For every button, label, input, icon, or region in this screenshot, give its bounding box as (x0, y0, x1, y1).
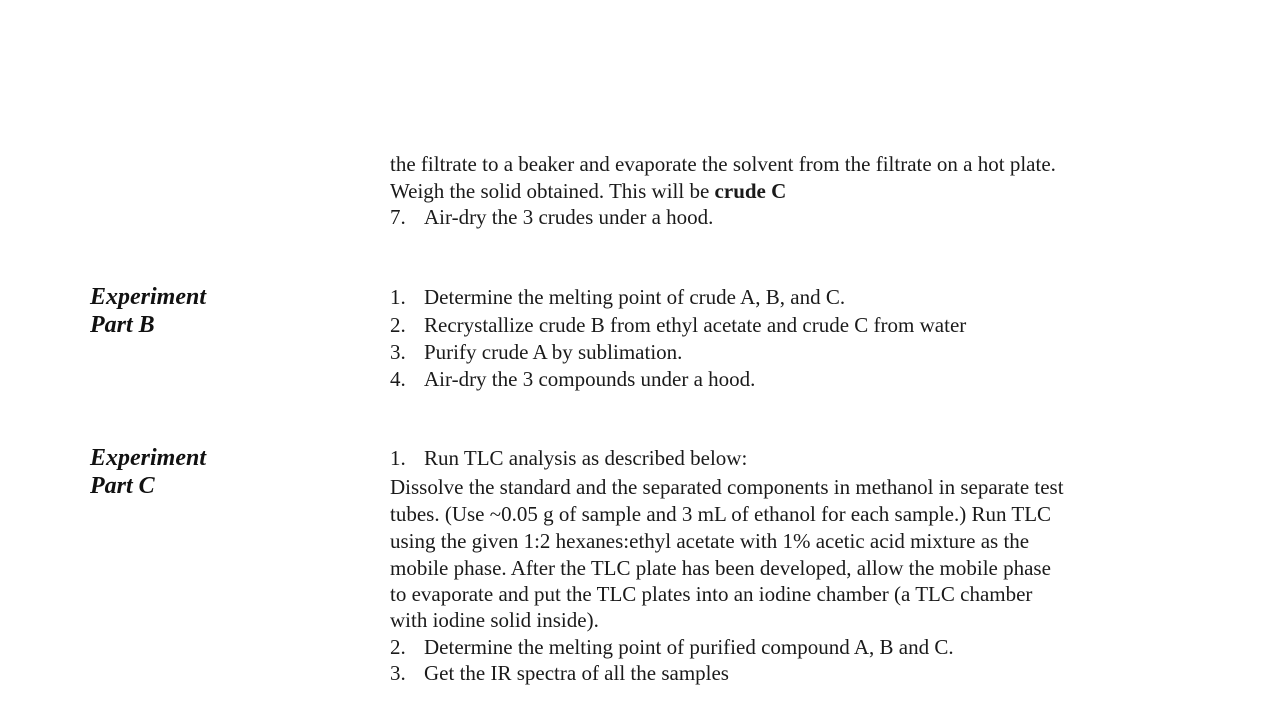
heading-part-c (90, 444, 206, 500)
part-c-paragraph-line-1: Dissolve the standard and the separated components in methanol in separate test (390, 475, 1064, 499)
step-text: Determine the melting point of crude A, B, and C. (424, 285, 846, 309)
step-number: 3. (390, 661, 406, 685)
part-c-paragraph-line-4: mobile phase. After the TLC plate has been developed, allow the mobile phase (390, 556, 1051, 580)
step-number: 3. (390, 340, 406, 364)
step-text: Run TLC analysis as described below: (424, 446, 748, 470)
intro-line-1: the filtrate to a beaker and evaporate the solvent from the filtrate on a hot plate. (390, 152, 1056, 176)
heading-part-c-line-1: Experiment (90, 445, 207, 471)
step-number: 7. (390, 205, 406, 229)
crude-c-label: crude C (714, 179, 787, 203)
step-text: Recrystallize crude B from ethyl acetate and crude C from water (424, 313, 967, 337)
step-number: 1. (390, 446, 406, 470)
step-text: Determine the melting point of purified compound A, B and C. (424, 635, 954, 659)
step-text: Get the IR spectra of all the samples (424, 661, 729, 685)
part-b-step-2 (390, 312, 966, 338)
heading-part-b-line-1: Experiment (90, 284, 207, 310)
part-c-step-1 (390, 445, 747, 471)
step-text: Air-dry the 3 crudes under a hood. (424, 205, 714, 229)
part-c-paragraph-line-5: to evaporate and put the TLC plates into an iodine chamber (a TLC chamber (390, 582, 1033, 606)
step-number: 4. (390, 367, 406, 391)
intro-line-2 (390, 178, 786, 204)
part-c-step-2 (390, 634, 954, 660)
step-text: Air-dry the 3 compounds under a hood. (424, 367, 756, 391)
part-b-step-4 (390, 366, 755, 392)
step-number: 1. (390, 285, 406, 309)
part-c-paragraph-line-2: tubes. (Use ~0.05 g of sample and 3 mL of ethanol for each sample.) Run TLC (390, 502, 1052, 526)
step-number: 2. (390, 635, 406, 659)
step-text: Purify crude A by sublimation. (424, 340, 683, 364)
part-b-step-1 (390, 284, 845, 310)
part-c-step-3 (390, 660, 729, 686)
heading-part-b-line-2: Part B (90, 312, 155, 338)
heading-part-c-line-2: Part C (90, 473, 155, 499)
part-b-step-3 (390, 339, 682, 365)
step-number: 2. (390, 313, 406, 337)
intro-line-2-text: Weigh the solid obtained. This will be (390, 179, 715, 203)
heading-part-b (90, 283, 206, 339)
part-c-paragraph-line-3: using the given 1:2 hexanes:ethyl acetate with 1% acetic acid mixture as the (390, 529, 1030, 553)
part-c-paragraph-line-6: with iodine solid inside). (390, 608, 599, 632)
intro-step-7 (390, 204, 713, 230)
